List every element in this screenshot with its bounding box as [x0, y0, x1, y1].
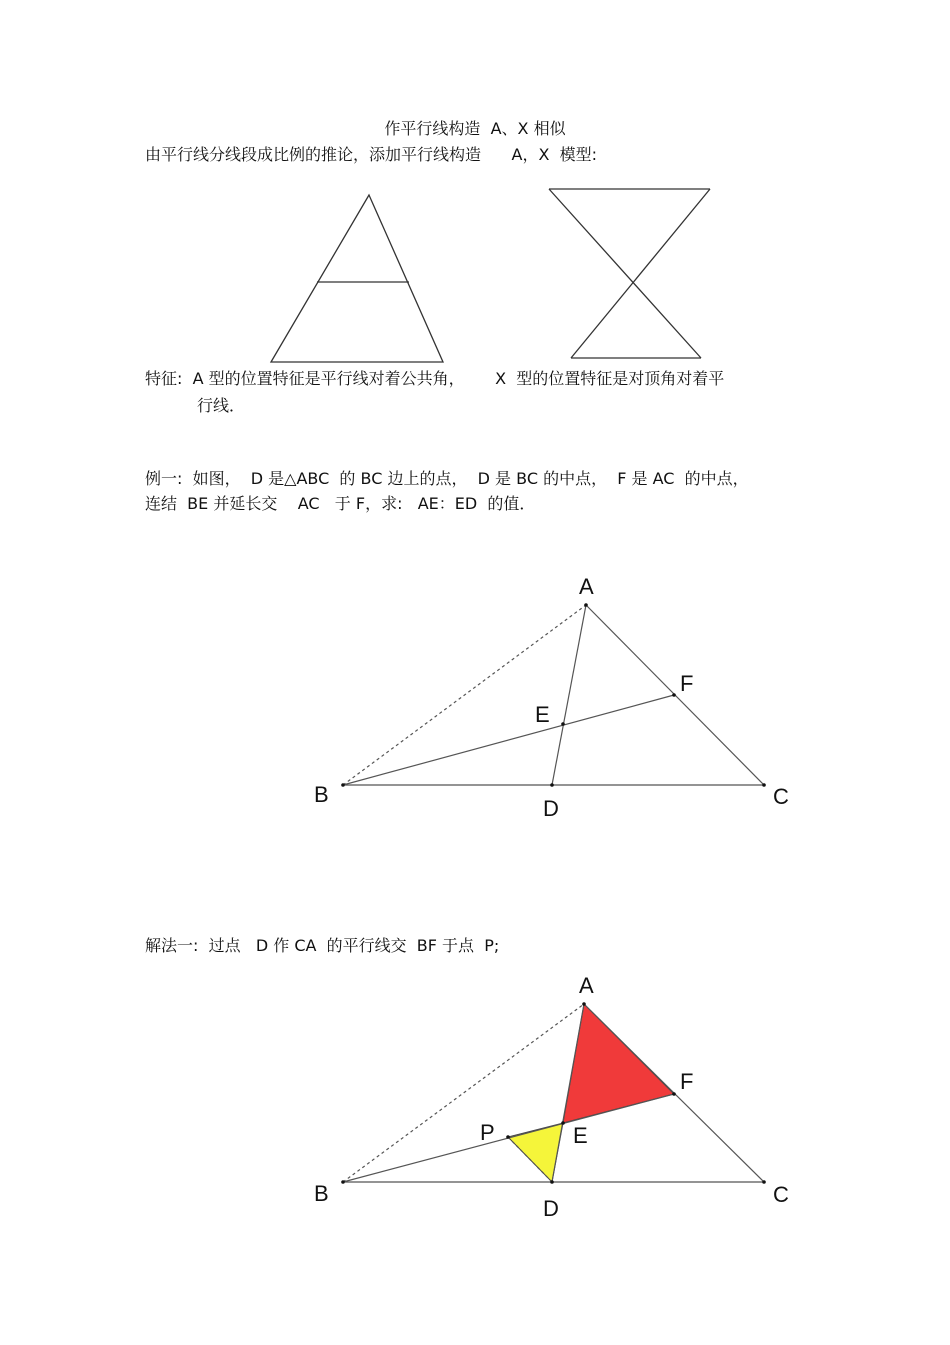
label-e-2: E [573, 1123, 588, 1148]
label-f-2: F [680, 1069, 694, 1094]
feature-text-line1: 特征: A 型的位置特征是平行线对着公共角， X 型的位置特征是对顶角对着平 [145, 369, 725, 388]
label-p-2: P [480, 1120, 495, 1145]
point-c [762, 783, 766, 787]
label-b: B [314, 782, 329, 807]
segment-ab-dashed [343, 605, 586, 785]
label-a: A [579, 574, 594, 599]
point-a-2 [582, 1002, 586, 1006]
label-c: C [773, 784, 789, 809]
point-b-2 [341, 1180, 345, 1184]
label-d-2: D [543, 1196, 559, 1221]
point-e [561, 722, 565, 726]
example-text-line2: 连结 BE 并延长交 AC 于 F，求: AE：ED 的值． [145, 494, 536, 513]
segment-ad [552, 605, 586, 785]
red-triangle-aef [563, 1004, 674, 1123]
point-b [341, 783, 345, 787]
yellow-triangle-pde [508, 1123, 563, 1182]
x-model-diagram [549, 189, 710, 358]
point-a [584, 603, 588, 607]
label-c-2: C [773, 1182, 789, 1207]
a-model-diagram [271, 195, 443, 362]
feature-text-line2: 行线． [197, 396, 246, 415]
segment-bf [343, 695, 674, 785]
page-title: 作平行线构造 A、X 相似 [384, 119, 566, 138]
point-f-2 [672, 1092, 676, 1096]
example-text-line1: 例一: 如图， D 是△ABC 的 BC 边上的点， D 是 BC 的中点， F 是 AC 的中点， [145, 469, 749, 488]
solution-text-line1: 解法一: 过点 D 作 CA 的平行线交 BF 于点 P; [145, 936, 500, 955]
point-c-2 [762, 1180, 766, 1184]
label-b-2: B [314, 1181, 329, 1206]
label-d: D [543, 796, 559, 821]
a-model-triangle [271, 195, 443, 362]
x-model-diagonal-2 [571, 189, 710, 358]
point-f [672, 693, 676, 697]
point-e-2 [561, 1121, 565, 1125]
point-d [550, 783, 554, 787]
point-d-2 [550, 1180, 554, 1184]
solution-figure [314, 973, 789, 1221]
intro-text: 由平行线分线段成比例的推论，添加平行线构造 A，X 模型: [145, 145, 597, 164]
point-p-2 [506, 1135, 510, 1139]
label-a-2: A [579, 973, 594, 998]
label-f: F [680, 671, 694, 696]
x-model-diagonal-1 [549, 189, 701, 358]
label-e: E [535, 702, 550, 727]
example-figure [314, 574, 789, 821]
